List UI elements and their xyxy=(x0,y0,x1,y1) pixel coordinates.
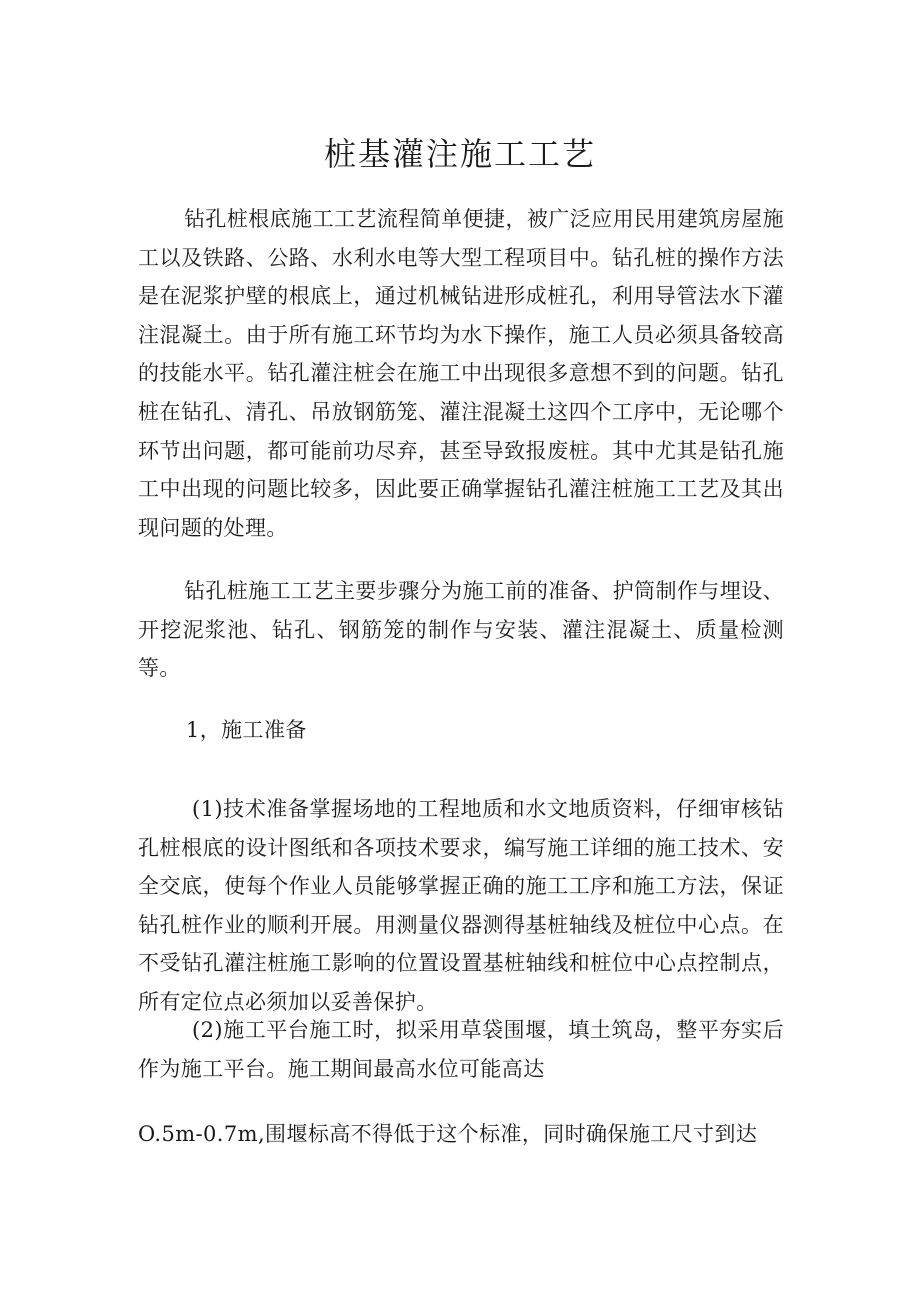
paragraph-construction-platform: (2)施工平台施工时，拟采用草袋围堰，填土筑岛，整平夯实后作为施工平台。施工期间最高水位可能高达 xyxy=(138,1018,784,1081)
paragraph-technical-preparation: (1)技术准备掌握场地的工程地质和水文地质资料，仔细审核钻孔桩根底的设计图纸和各项技术要求，编写施工详细的施工技术、安全交底，使每个作业人员能够掌握正确的施工工序和施工方法，保证钻孔桩作业的顺利开展。用测量仪器测得基桩轴线及桩位中心点。在不受钻孔灌注桩施工影响的位置设置基桩轴线和桩位中心点控制点，所有定位点必须加以妥善保护。 xyxy=(138,797,784,1014)
paragraph-intro: 钻孔桩根底施工工艺流程简单便捷，被广泛应用民用建筑房屋施工以及铁路、公路、水利水电等大型工程项目中。钻孔桩的操作方法是在泥浆护壁的根底上，通过机械钻进形成桩孔，利用导管法水下灌注混凝土。由于所有施工环节均为水下操作，施工人员必须具备较高的技能水平。钻孔灌注桩会在施工中出现很多意想不到的问题。钻孔桩在钻孔、清孔、吊放钢筋笼、灌注混凝土这四个工序中，无论哪个环节出问题，都可能前功尽弃，甚至导致报废桩。其中尤其是钻孔施工中出现的问题比较多，因此要正确掌握钻孔灌注桩施工工艺及其出现问题的处理。 xyxy=(138,207,784,540)
document-title: 桩基灌注施工工艺 xyxy=(323,135,596,173)
paragraph-water-level: O.5m-0.7m,围堰标高不得低于这个标准，同时确保施工尺寸到达 xyxy=(138,1122,758,1146)
section-heading-preparation: 1，施工准备 xyxy=(186,718,307,742)
paragraph-steps-overview: 钻孔桩施工工艺主要步骤分为施工前的准备、护筒制作与埋设、开挖泥浆池、钻孔、钢筋笼的制作与安装、灌注混凝土、质量检测等。 xyxy=(138,579,784,681)
